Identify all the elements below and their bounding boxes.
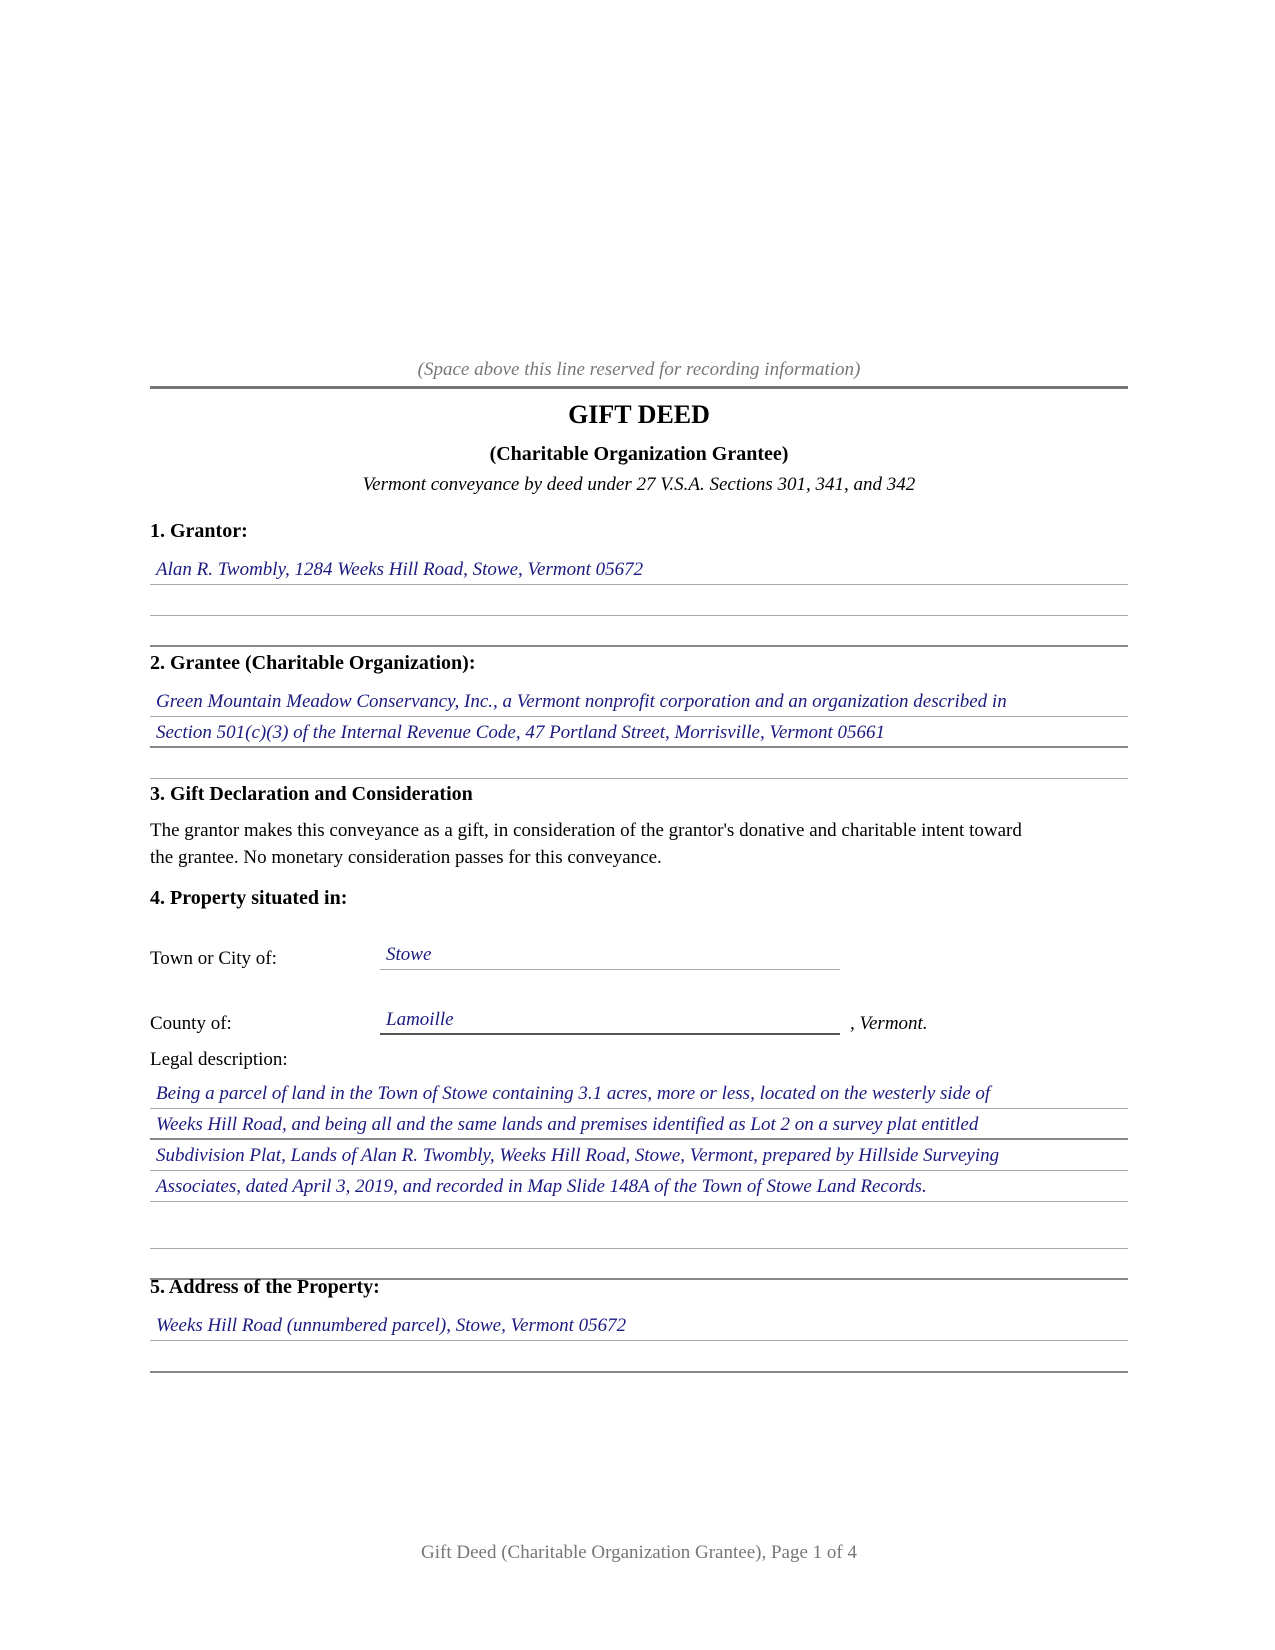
document-subtitle: (Charitable Organization Grantee)	[489, 443, 789, 465]
statute-line: Vermont conveyance by deed under 27 V.S.A. Sections 301, 341, and 342	[362, 474, 916, 495]
legal-description-line-3[interactable]: Subdivision Plat, Lands of Alan R. Twombly, Weeks Hill Road, Stowe, Vermont, prepared by Hillside Surveying	[150, 1140, 1128, 1171]
deed-page	[150, 0, 1128, 1650]
grantor-heading: 1. Grantor:	[150, 520, 248, 542]
property-address-blank-line	[150, 1371, 1128, 1373]
grantee-line-2[interactable]: Section 501(c)(3) of the Internal Revenue Code, 47 Portland Street, Morrisville, Vermont 05661	[150, 717, 1128, 748]
legal-description-line-2[interactable]: Weeks Hill Road, and being all and the same lands and premises identified as Lot 2 on a survey plat entitled	[150, 1109, 1128, 1140]
grantee-blank-line	[150, 778, 1128, 779]
consideration-text-line-1: The grantor makes this conveyance as a gift, in consideration of the grantor's donative and charitable intent toward	[150, 820, 1022, 841]
grantee-heading: 2. Grantee (Charitable Organization):	[150, 652, 476, 674]
county-field[interactable]: Lamoille	[380, 1005, 840, 1035]
legal-description-blank-line-1	[150, 1248, 1128, 1249]
grantee-line-1[interactable]: Green Mountain Meadow Conservancy, Inc., a Vermont nonprofit corporation and an organization described in	[150, 686, 1128, 717]
grantor-line-1[interactable]: Alan R. Twombly, 1284 Weeks Hill Road, Stowe, Vermont 05672	[150, 554, 1128, 585]
legal-description-line-1[interactable]: Being a parcel of land in the Town of Stowe containing 3.1 acres, more or less, located on the westerly side of	[150, 1078, 1128, 1109]
legal-description-line-4[interactable]: Associates, dated April 3, 2019, and recorded in Map Slide 148A of the Town of Stowe Land Records.	[150, 1171, 1128, 1202]
grantor-blank-line-1	[150, 615, 1128, 616]
property-address-heading: 5. Address of the Property:	[150, 1276, 380, 1298]
grantor-blank-line-2	[150, 645, 1128, 647]
town-label: Town or City of:	[150, 948, 277, 969]
consideration-text-line-2: the grantee. No monetary consideration passes for this conveyance.	[150, 847, 662, 868]
recording-note: (Space above this line reserved for recording information)	[417, 359, 861, 380]
page-footer: Gift Deed (Charitable Organization Grantee), Page 1 of 4	[421, 1542, 857, 1563]
property-address-line-1[interactable]: Weeks Hill Road (unnumbered parcel), Stowe, Vermont 05672	[150, 1310, 1128, 1341]
town-field[interactable]: Stowe	[380, 940, 840, 970]
property-location-heading: 4. Property situated in:	[150, 887, 348, 909]
document-title: GIFT DEED	[568, 400, 710, 429]
legal-description-label: Legal description:	[150, 1049, 288, 1070]
state-suffix: , Vermont.	[850, 1013, 928, 1034]
consideration-heading: 3. Gift Declaration and Consideration	[150, 783, 473, 805]
recording-divider	[150, 386, 1128, 389]
county-label: County of:	[150, 1013, 232, 1034]
